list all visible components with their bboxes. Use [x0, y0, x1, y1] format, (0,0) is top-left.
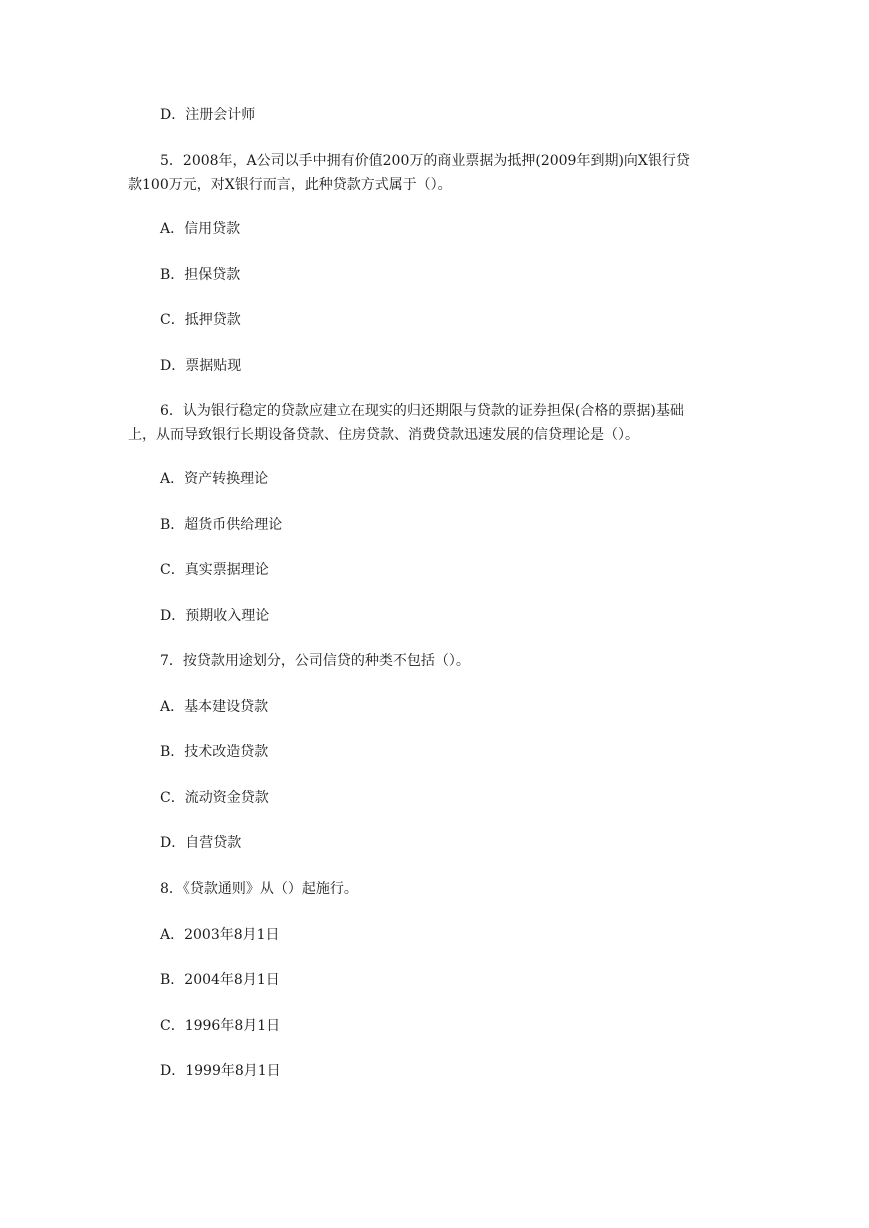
question-6-stem — [128, 399, 748, 447]
option-d-q7: D．自营贷款 — [160, 835, 242, 851]
option-b-q6: B．超货币供给理论 — [160, 517, 283, 533]
option-a-q7: A．基本建设贷款 — [160, 699, 269, 715]
option-d-q8: D．1999年8月1日 — [160, 1063, 281, 1079]
option-b-q5: B．担保贷款 — [160, 267, 241, 283]
option-a-q6: A．资产转换理论 — [160, 471, 269, 487]
option-b-q8: B．2004年8月1日 — [160, 972, 280, 988]
option-c-q6: C．真实票据理论 — [160, 562, 269, 578]
question-8-stem: 8．《贷款通则》从（）起施行。 — [160, 881, 358, 897]
question-5-stem — [128, 149, 748, 197]
question-6-line-2: 上，从而导致银行长期设备贷款、住房贷款、消费贷款迅速发展的信贷理论是（）。 — [128, 427, 639, 443]
option-d-q5: D．票据贴现 — [160, 358, 242, 374]
question-5-line-2: 款100万元，对X银行而言，此种贷款方式属于（）。 — [128, 177, 452, 193]
option-b-q7: B．技术改造贷款 — [160, 744, 269, 760]
question-7-stem: 7．按贷款用途划分，公司信贷的种类不包括（）。 — [160, 653, 470, 669]
question-5-line-1: 5．2008年，A公司以手中拥有价值200万的商业票据为抵押(2009年到期)向X银行贷 — [160, 153, 690, 169]
option-c-q8: C．1996年8月1日 — [160, 1018, 281, 1034]
option-a-q8: A．2003年8月1日 — [160, 927, 280, 943]
option-d-q6: D．预期收入理论 — [160, 608, 270, 624]
option-d-q4: D．注册会计师 — [160, 107, 256, 123]
question-6-line-1: 6．认为银行稳定的贷款应建立在现实的归还期限与贷款的证券担保(合格的票据)基础 — [160, 403, 684, 419]
option-c-q5: C．抵押贷款 — [160, 312, 241, 328]
option-c-q7: C．流动资金贷款 — [160, 790, 269, 806]
option-a-q5: A．信用贷款 — [160, 221, 241, 237]
